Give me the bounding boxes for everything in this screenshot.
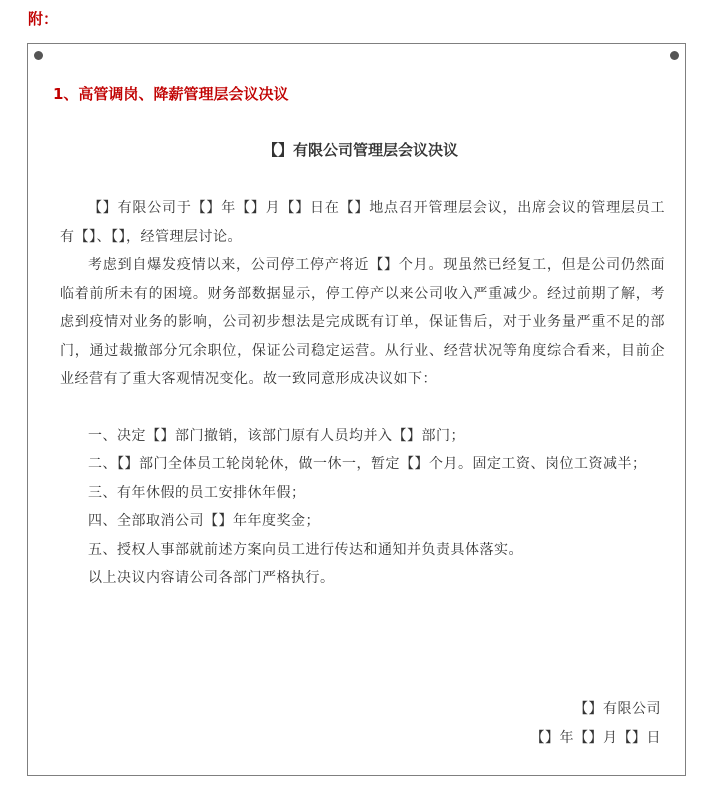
document-frame [27,43,686,776]
pin-dot-icon [670,51,679,60]
signature-date: 【】年【】月【】日 [530,730,661,746]
pin-dot-icon [34,51,43,60]
appendix-label: 附： [28,10,59,28]
section-title: 1、高管调岗、降薪管理层会议决议 [53,85,289,103]
resolution-item: 二、【】部门全体员工轮岗轮休，做一休一，暂定【】个月。固定工资、岗位工资减半； [88,456,647,472]
resolution-item: 一、决定【】部门撤销，该部门原有人员均并入【】部门； [88,427,465,444]
paragraph-meeting-info: 【】有限公司于【】年【】月【】日在【】地点召开管理层会议，出席会议的管理层员工有【】、【】，经管理层讨论。 [60,200,665,245]
closing-statement: 以上决议内容请公司各部门严格执行。 [88,570,335,586]
resolution-item: 四、全部取消公司【】年年度奖金； [88,513,320,529]
resolution-item: 五、授权人事部就前述方案向员工进行传达和通知并负责具体落实。 [88,541,523,558]
paragraph-gap [60,394,665,422]
paragraph-background: 考虑到自爆发疫情以来，公司停工停产将近【】个月。现虽然已经复工，但是公司仍然面临着前所未有的困境。财务部数据显示，停工停产以来公司收入严重减少。经过前期了解，考虑到疫情对业务的影响，公司初步想法是完成既有订单，保证售后，对于业务量严重不足的部门，通过裁撤部分冗余职位，保证公司稳定运营。从行业、经营状况等角度综合看来，目前企业经营有了重大客观情况变化。故一致同意形成决议如下： [60,257,665,387]
signature-block [531,695,662,753]
resolution-item: 三、有年休假的员工安排休年假； [88,484,306,501]
document-title: 【】有限公司管理层会议决议 [262,141,458,159]
signature-company: 【】有限公司 [574,701,661,717]
document-body [60,194,665,593]
